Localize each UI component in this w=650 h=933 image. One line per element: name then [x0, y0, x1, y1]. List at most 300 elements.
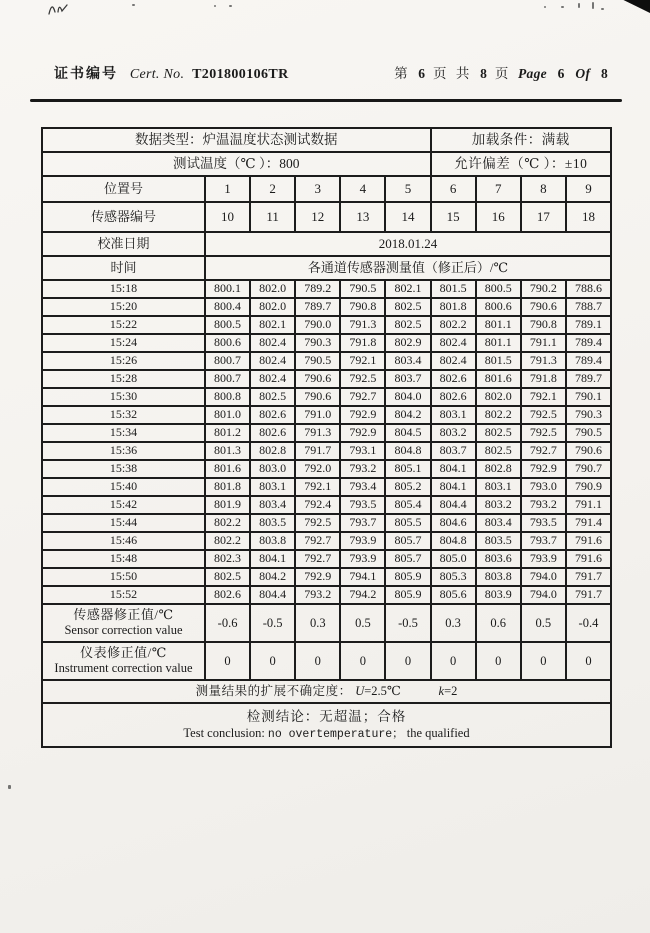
- measurement-cell: 791.3: [340, 316, 385, 334]
- measurement-cell: 804.1: [431, 460, 476, 478]
- instrument-correction-label-cn: 仪表修正值/℃: [80, 645, 167, 661]
- measurement-cell: 790.8: [521, 316, 566, 334]
- measurement-cell: 803.7: [431, 442, 476, 460]
- data-type-cell: 数据类型：炉温温度状态测试数据: [42, 128, 431, 152]
- measurement-cell: 802.0: [476, 388, 521, 406]
- measurement-cell: 803.9: [476, 586, 521, 604]
- measurement-cell: 790.1: [566, 388, 611, 406]
- time-cell: 15:26: [42, 352, 205, 370]
- measurement-cell: 792.9: [340, 424, 385, 442]
- measurement-cell: 801.8: [431, 298, 476, 316]
- correction-value-cell: 0.3: [431, 604, 476, 642]
- table-row: [42, 532, 611, 550]
- sensor-cell: 12: [295, 202, 340, 232]
- measurement-cell: 800.5: [476, 280, 521, 298]
- page-total: 8: [480, 66, 488, 81]
- conclusion-cn: 检测结论：无超温；合格: [246, 708, 407, 724]
- measurement-cell: 802.6: [431, 370, 476, 388]
- measurement-cell: 792.5: [340, 370, 385, 388]
- measurement-cell: 792.1: [340, 352, 385, 370]
- measurement-cell: 791.7: [295, 442, 340, 460]
- correction-value-cell: 0: [521, 642, 566, 680]
- page-total-en: 8: [600, 66, 608, 81]
- measurement-cell: 791.7: [566, 586, 611, 604]
- instrument-correction-label-en: Instrument correction value: [54, 661, 193, 676]
- measurement-cell: 802.0: [250, 280, 295, 298]
- correction-value-cell: 0: [205, 642, 250, 680]
- time-label-cell: 时间: [42, 256, 205, 280]
- correction-value-cell: -0.5: [250, 604, 295, 642]
- cert-no-value: T201800106TR: [192, 67, 289, 82]
- measurement-cell: 793.5: [521, 514, 566, 532]
- measurement-cell: 791.6: [566, 532, 611, 550]
- table-row: [42, 478, 611, 496]
- table-row: [42, 460, 611, 478]
- measurement-cell: 802.1: [385, 280, 430, 298]
- measurement-cell: 792.9: [340, 406, 385, 424]
- measurement-cell: 800.7: [205, 352, 250, 370]
- table-row: [42, 352, 611, 370]
- measurement-cell: 802.9: [385, 334, 430, 352]
- load-condition-cell: 加载条件：满载: [431, 128, 611, 152]
- measurement-cell: 790.6: [521, 298, 566, 316]
- scan-speck: [601, 8, 604, 10]
- position-cell: 5: [385, 176, 430, 202]
- measurement-cell: 802.5: [385, 316, 430, 334]
- uncertainty-label: 测量结果的扩展不确定度：: [195, 684, 352, 699]
- page-indicator: [394, 62, 612, 82]
- uncertainty-k-value: k=2: [438, 684, 458, 699]
- measurement-cell: 792.0: [295, 460, 340, 478]
- correction-value-cell: -0.4: [566, 604, 611, 642]
- measurement-cell: 794.0: [521, 568, 566, 586]
- measurement-cell: 803.1: [476, 478, 521, 496]
- conclusion-en-mono: no overtemperature: [267, 728, 393, 742]
- measurement-cell: 793.9: [340, 550, 385, 568]
- correction-value-cell: 0: [250, 642, 295, 680]
- conclusion-row: [42, 703, 611, 747]
- table-row: [42, 424, 611, 442]
- measurement-cell: 791.3: [521, 352, 566, 370]
- measurement-cell: 792.9: [521, 460, 566, 478]
- measurement-cell: 793.0: [521, 478, 566, 496]
- measurement-cell: 792.5: [521, 406, 566, 424]
- time-cell: 15:22: [42, 316, 205, 334]
- measurement-cell: 803.2: [431, 424, 476, 442]
- correction-value-cell: 0: [476, 642, 521, 680]
- measurement-cell: 802.5: [385, 298, 430, 316]
- table-row: [42, 406, 611, 424]
- measurement-cell: 788.7: [566, 298, 611, 316]
- measurement-cell: 802.6: [250, 406, 295, 424]
- correction-value-cell: -0.6: [205, 604, 250, 642]
- cert-label-cn: 证书编号: [54, 67, 118, 82]
- measurement-cell: 793.5: [340, 496, 385, 514]
- channels-header-cell: 各通道传感器测量值（修正后）/℃: [205, 256, 611, 280]
- measurement-cell: 802.5: [250, 388, 295, 406]
- measurement-cell: 800.6: [205, 334, 250, 352]
- conclusion-en: [45, 726, 608, 741]
- test-temperature-row: [42, 152, 611, 176]
- scan-speck: [592, 2, 594, 9]
- sensor-correction-label-cell: [42, 604, 205, 642]
- measurement-cell: 802.8: [476, 460, 521, 478]
- measurement-cell: 803.8: [250, 532, 295, 550]
- measurement-cell: 801.1: [476, 334, 521, 352]
- sensor-cell: 11: [250, 202, 295, 232]
- sensor-cell: 16: [476, 202, 521, 232]
- position-cell: 8: [521, 176, 566, 202]
- time-cell: 15:24: [42, 334, 205, 352]
- sensor-cell: 15: [431, 202, 476, 232]
- table-row: [42, 298, 611, 316]
- measurement-cell: 793.2: [521, 496, 566, 514]
- measurement-cell: 802.0: [250, 298, 295, 316]
- time-header-row: [42, 256, 611, 280]
- measurement-cell: 789.7: [295, 298, 340, 316]
- measurement-cell: 804.1: [431, 478, 476, 496]
- page-label-en: Page: [518, 66, 547, 81]
- measurement-cell: 803.1: [250, 478, 295, 496]
- measurement-cell: 790.5: [566, 424, 611, 442]
- measurement-cell: 803.2: [476, 496, 521, 514]
- correction-value-cell: 0.6: [476, 604, 521, 642]
- scan-speck: [214, 5, 216, 7]
- measurement-cell: 792.1: [295, 478, 340, 496]
- measurement-cell: 791.1: [566, 496, 611, 514]
- position-cell: 2: [250, 176, 295, 202]
- sensor-label-cell: 传感器编号: [42, 202, 205, 232]
- measurement-cell: 804.6: [431, 514, 476, 532]
- table-row: [42, 442, 611, 460]
- measurement-cell: 790.0: [295, 316, 340, 334]
- measurement-table: [41, 127, 612, 748]
- measurement-cell: 792.7: [295, 550, 340, 568]
- measurement-cell: 804.1: [250, 550, 295, 568]
- measurement-cell: 802.4: [250, 334, 295, 352]
- measurement-cell: 802.2: [205, 514, 250, 532]
- measurement-cell: 790.3: [295, 334, 340, 352]
- correction-value-cell: 0: [385, 642, 430, 680]
- time-cell: 15:20: [42, 298, 205, 316]
- scan-speck: [578, 3, 580, 8]
- measurement-cell: 802.5: [205, 568, 250, 586]
- measurement-cell: 800.6: [476, 298, 521, 316]
- measurement-cell: 790.8: [340, 298, 385, 316]
- measurement-cell: 802.4: [431, 352, 476, 370]
- measurement-cell: 791.7: [566, 568, 611, 586]
- measurement-cell: 791.8: [340, 334, 385, 352]
- measurement-cell: 788.6: [566, 280, 611, 298]
- measurement-cell: 805.0: [431, 550, 476, 568]
- data-type-row: [42, 128, 611, 152]
- measurement-cell: 793.2: [340, 460, 385, 478]
- time-cell: 15:34: [42, 424, 205, 442]
- time-cell: 15:36: [42, 442, 205, 460]
- measurement-cell: 802.6: [205, 586, 250, 604]
- table-row: [42, 334, 611, 352]
- measurement-cell: 801.5: [431, 280, 476, 298]
- measurement-cell: 802.1: [250, 316, 295, 334]
- measurement-cell: 789.7: [566, 370, 611, 388]
- time-cell: 15:44: [42, 514, 205, 532]
- measurement-cell: 803.4: [250, 496, 295, 514]
- measurement-cell: 803.4: [476, 514, 521, 532]
- measurement-cell: 793.9: [521, 550, 566, 568]
- measurement-cell: 801.0: [205, 406, 250, 424]
- position-row: [42, 176, 611, 202]
- measurement-cell: 802.6: [250, 424, 295, 442]
- measurement-cell: 790.2: [521, 280, 566, 298]
- measurement-cell: 792.7: [521, 442, 566, 460]
- table-row: [42, 550, 611, 568]
- instrument-correction-row: [42, 642, 611, 680]
- table-row: [42, 280, 611, 298]
- sensor-cell: 10: [205, 202, 250, 232]
- table-row: [42, 316, 611, 334]
- time-cell: 15:32: [42, 406, 205, 424]
- measurement-cell: 791.8: [521, 370, 566, 388]
- doc-header: [54, 62, 612, 83]
- scan-corner-artifact: [616, 0, 650, 13]
- sensor-correction-label-cn: 传感器修正值/℃: [73, 607, 174, 623]
- measurement-cell: 793.2: [295, 586, 340, 604]
- position-cell: 9: [566, 176, 611, 202]
- measurement-cell: 804.5: [385, 424, 430, 442]
- measurement-cell: 803.6: [476, 550, 521, 568]
- time-cell: 15:52: [42, 586, 205, 604]
- measurement-cell: 802.2: [205, 532, 250, 550]
- measurement-cell: 804.2: [250, 568, 295, 586]
- measurement-cell: 804.4: [250, 586, 295, 604]
- position-cell: 7: [476, 176, 521, 202]
- conclusion-en-suffix: the qualified: [406, 726, 470, 741]
- time-cell: 15:38: [42, 460, 205, 478]
- measurement-cell: 793.9: [340, 532, 385, 550]
- measurement-cell: 791.6: [566, 550, 611, 568]
- measurement-cell: 804.8: [385, 442, 430, 460]
- measurement-cell: 805.6: [431, 586, 476, 604]
- measurement-cell: 803.5: [476, 532, 521, 550]
- measurement-cell: 793.7: [340, 514, 385, 532]
- measurement-cell: 804.0: [385, 388, 430, 406]
- table-row: [42, 586, 611, 604]
- measurement-cell: 790.9: [566, 478, 611, 496]
- sensor-cell: 17: [521, 202, 566, 232]
- time-cell: 15:30: [42, 388, 205, 406]
- correction-value-cell: -0.5: [385, 604, 430, 642]
- measurement-cell: 792.7: [340, 388, 385, 406]
- pen-mark-artifact: [46, 0, 72, 16]
- measurement-cell: 805.1: [385, 460, 430, 478]
- table-row: [42, 514, 611, 532]
- measurement-cell: 794.2: [340, 586, 385, 604]
- conclusion-cell: [42, 703, 611, 747]
- measurement-cell: 792.9: [295, 568, 340, 586]
- measurement-cell: 800.4: [205, 298, 250, 316]
- measurement-cell: 791.0: [295, 406, 340, 424]
- measurement-cell: 789.2: [295, 280, 340, 298]
- measurement-cell: 803.8: [476, 568, 521, 586]
- sensor-correction-row: [42, 604, 611, 642]
- measurement-cell: 803.5: [250, 514, 295, 532]
- sensor-row: [42, 202, 611, 232]
- correction-value-cell: 0: [295, 642, 340, 680]
- measurement-cell: 790.3: [566, 406, 611, 424]
- measurement-cell: 792.1: [521, 388, 566, 406]
- measurement-cell: 791.1: [521, 334, 566, 352]
- measurement-cell: 802.2: [476, 406, 521, 424]
- instrument-correction-label-cell: [42, 642, 205, 680]
- test-temperature-cell: 测试温度（℃ ）：800: [42, 152, 431, 176]
- time-cell: 15:46: [42, 532, 205, 550]
- measurement-cell: 793.4: [340, 478, 385, 496]
- measurement-cell: 802.4: [250, 370, 295, 388]
- scan-speck: [229, 5, 232, 7]
- table-row: [42, 496, 611, 514]
- uncertainty-cell: [42, 680, 611, 703]
- correction-value-cell: 0.3: [295, 604, 340, 642]
- page-indicator-text: 页: [494, 66, 512, 81]
- measurement-cell: 801.8: [205, 478, 250, 496]
- position-cell: 4: [340, 176, 385, 202]
- measurement-cell: 800.8: [205, 388, 250, 406]
- measurement-cell: 789.4: [566, 334, 611, 352]
- correction-value-cell: 0: [566, 642, 611, 680]
- measurement-cell: 803.7: [385, 370, 430, 388]
- sensor-cell: 14: [385, 202, 430, 232]
- position-cell: 3: [295, 176, 340, 202]
- allowed-deviation-cell: 允许偏差（℃ ）：±10: [431, 152, 611, 176]
- measurement-cell: 801.3: [205, 442, 250, 460]
- measurement-cell: 802.3: [205, 550, 250, 568]
- page-indicator-text: 第: [394, 66, 411, 81]
- measurement-cell: 804.8: [431, 532, 476, 550]
- uncertainty-row: [42, 680, 611, 703]
- table-row: [42, 568, 611, 586]
- correction-value-cell: 0.5: [340, 604, 385, 642]
- measurement-cell: 793.1: [340, 442, 385, 460]
- measurement-cell: 805.7: [385, 550, 430, 568]
- measurement-cell: 794.0: [521, 586, 566, 604]
- measurement-cell: 805.7: [385, 532, 430, 550]
- correction-value-cell: 0: [340, 642, 385, 680]
- measurement-cell: 804.2: [385, 406, 430, 424]
- sensor-cell: 13: [340, 202, 385, 232]
- correction-value-cell: 0.5: [521, 604, 566, 642]
- calibration-row: [42, 232, 611, 256]
- measurement-cell: 804.4: [431, 496, 476, 514]
- table-row: [42, 370, 611, 388]
- measurement-cell: 791.3: [295, 424, 340, 442]
- calibration-date-cell: 2018.01.24: [205, 232, 611, 256]
- measurement-cell: 805.9: [385, 568, 430, 586]
- cert-label-en: Cert. No.: [129, 67, 185, 82]
- time-cell: 15:28: [42, 370, 205, 388]
- time-cell: 15:18: [42, 280, 205, 298]
- measurement-cell: 792.5: [521, 424, 566, 442]
- time-cell: 15:40: [42, 478, 205, 496]
- measurement-cell: 794.1: [340, 568, 385, 586]
- measurement-cell: 790.6: [295, 370, 340, 388]
- measurement-cell: 802.8: [250, 442, 295, 460]
- measurement-cell: 791.4: [566, 514, 611, 532]
- correction-value-cell: 0: [431, 642, 476, 680]
- cert-number: [54, 63, 289, 83]
- measurement-cell: 789.1: [566, 316, 611, 334]
- time-cell: 15:48: [42, 550, 205, 568]
- measurement-cell: 801.2: [205, 424, 250, 442]
- measurement-cell: 800.7: [205, 370, 250, 388]
- measurement-cell: 790.5: [295, 352, 340, 370]
- measurement-cell: 790.7: [566, 460, 611, 478]
- measurement-cell: 803.0: [250, 460, 295, 478]
- measurement-cell: 803.4: [385, 352, 430, 370]
- measurement-cell: 805.4: [385, 496, 430, 514]
- page-indicator-text: 页 共: [433, 66, 473, 81]
- measurement-cell: 801.6: [476, 370, 521, 388]
- measurement-cell: 802.5: [476, 424, 521, 442]
- sensor-cell: 18: [566, 202, 611, 232]
- measurement-cell: 800.1: [205, 280, 250, 298]
- sensor-correction-label-en: Sensor correction value: [64, 623, 183, 638]
- measurement-cell: 800.5: [205, 316, 250, 334]
- table-row: [42, 388, 611, 406]
- measurement-cell: 805.9: [385, 586, 430, 604]
- measurement-cell: 802.6: [431, 388, 476, 406]
- measurement-cell: 805.3: [431, 568, 476, 586]
- measurement-cell: 790.6: [566, 442, 611, 460]
- measurement-cell: 792.4: [295, 496, 340, 514]
- measurement-rows: [42, 280, 611, 604]
- of-label-en: Of: [575, 66, 591, 81]
- measurement-cell: 805.5: [385, 514, 430, 532]
- measurement-cell: 801.6: [205, 460, 250, 478]
- measurement-cell: 790.6: [295, 388, 340, 406]
- scan-speck: [8, 785, 11, 789]
- position-label-cell: 位置号: [42, 176, 205, 202]
- position-cell: 6: [431, 176, 476, 202]
- measurement-cell: 802.5: [476, 442, 521, 460]
- scan-speck: [132, 4, 135, 6]
- measurement-cell: 793.7: [521, 532, 566, 550]
- time-cell: 15:42: [42, 496, 205, 514]
- time-cell: 15:50: [42, 568, 205, 586]
- scan-speck: [544, 6, 546, 8]
- measurement-cell: 789.4: [566, 352, 611, 370]
- measurement-cell: 790.5: [340, 280, 385, 298]
- measurement-cell: 792.5: [295, 514, 340, 532]
- measurement-cell: 805.2: [385, 478, 430, 496]
- page-number-en: 6: [557, 66, 565, 81]
- measurement-cell: 801.5: [476, 352, 521, 370]
- calibration-label-cell: 校准日期: [42, 232, 205, 256]
- measurement-cell: 802.2: [431, 316, 476, 334]
- measurement-cell: 792.7: [295, 532, 340, 550]
- measurement-cell: 802.4: [431, 334, 476, 352]
- measurement-cell: 803.1: [431, 406, 476, 424]
- header-rule: [30, 99, 622, 102]
- measurement-cell: 801.9: [205, 496, 250, 514]
- measurement-cell: 801.1: [476, 316, 521, 334]
- conclusion-en-separator: ；: [392, 728, 404, 742]
- conclusion-en-prefix: Test conclusion:: [183, 726, 265, 741]
- uncertainty-u-value: U=2.5℃: [355, 684, 401, 699]
- page-number: 6: [418, 66, 426, 81]
- position-cell: 1: [205, 176, 250, 202]
- measurement-cell: 802.4: [250, 352, 295, 370]
- scan-speck: [561, 6, 564, 8]
